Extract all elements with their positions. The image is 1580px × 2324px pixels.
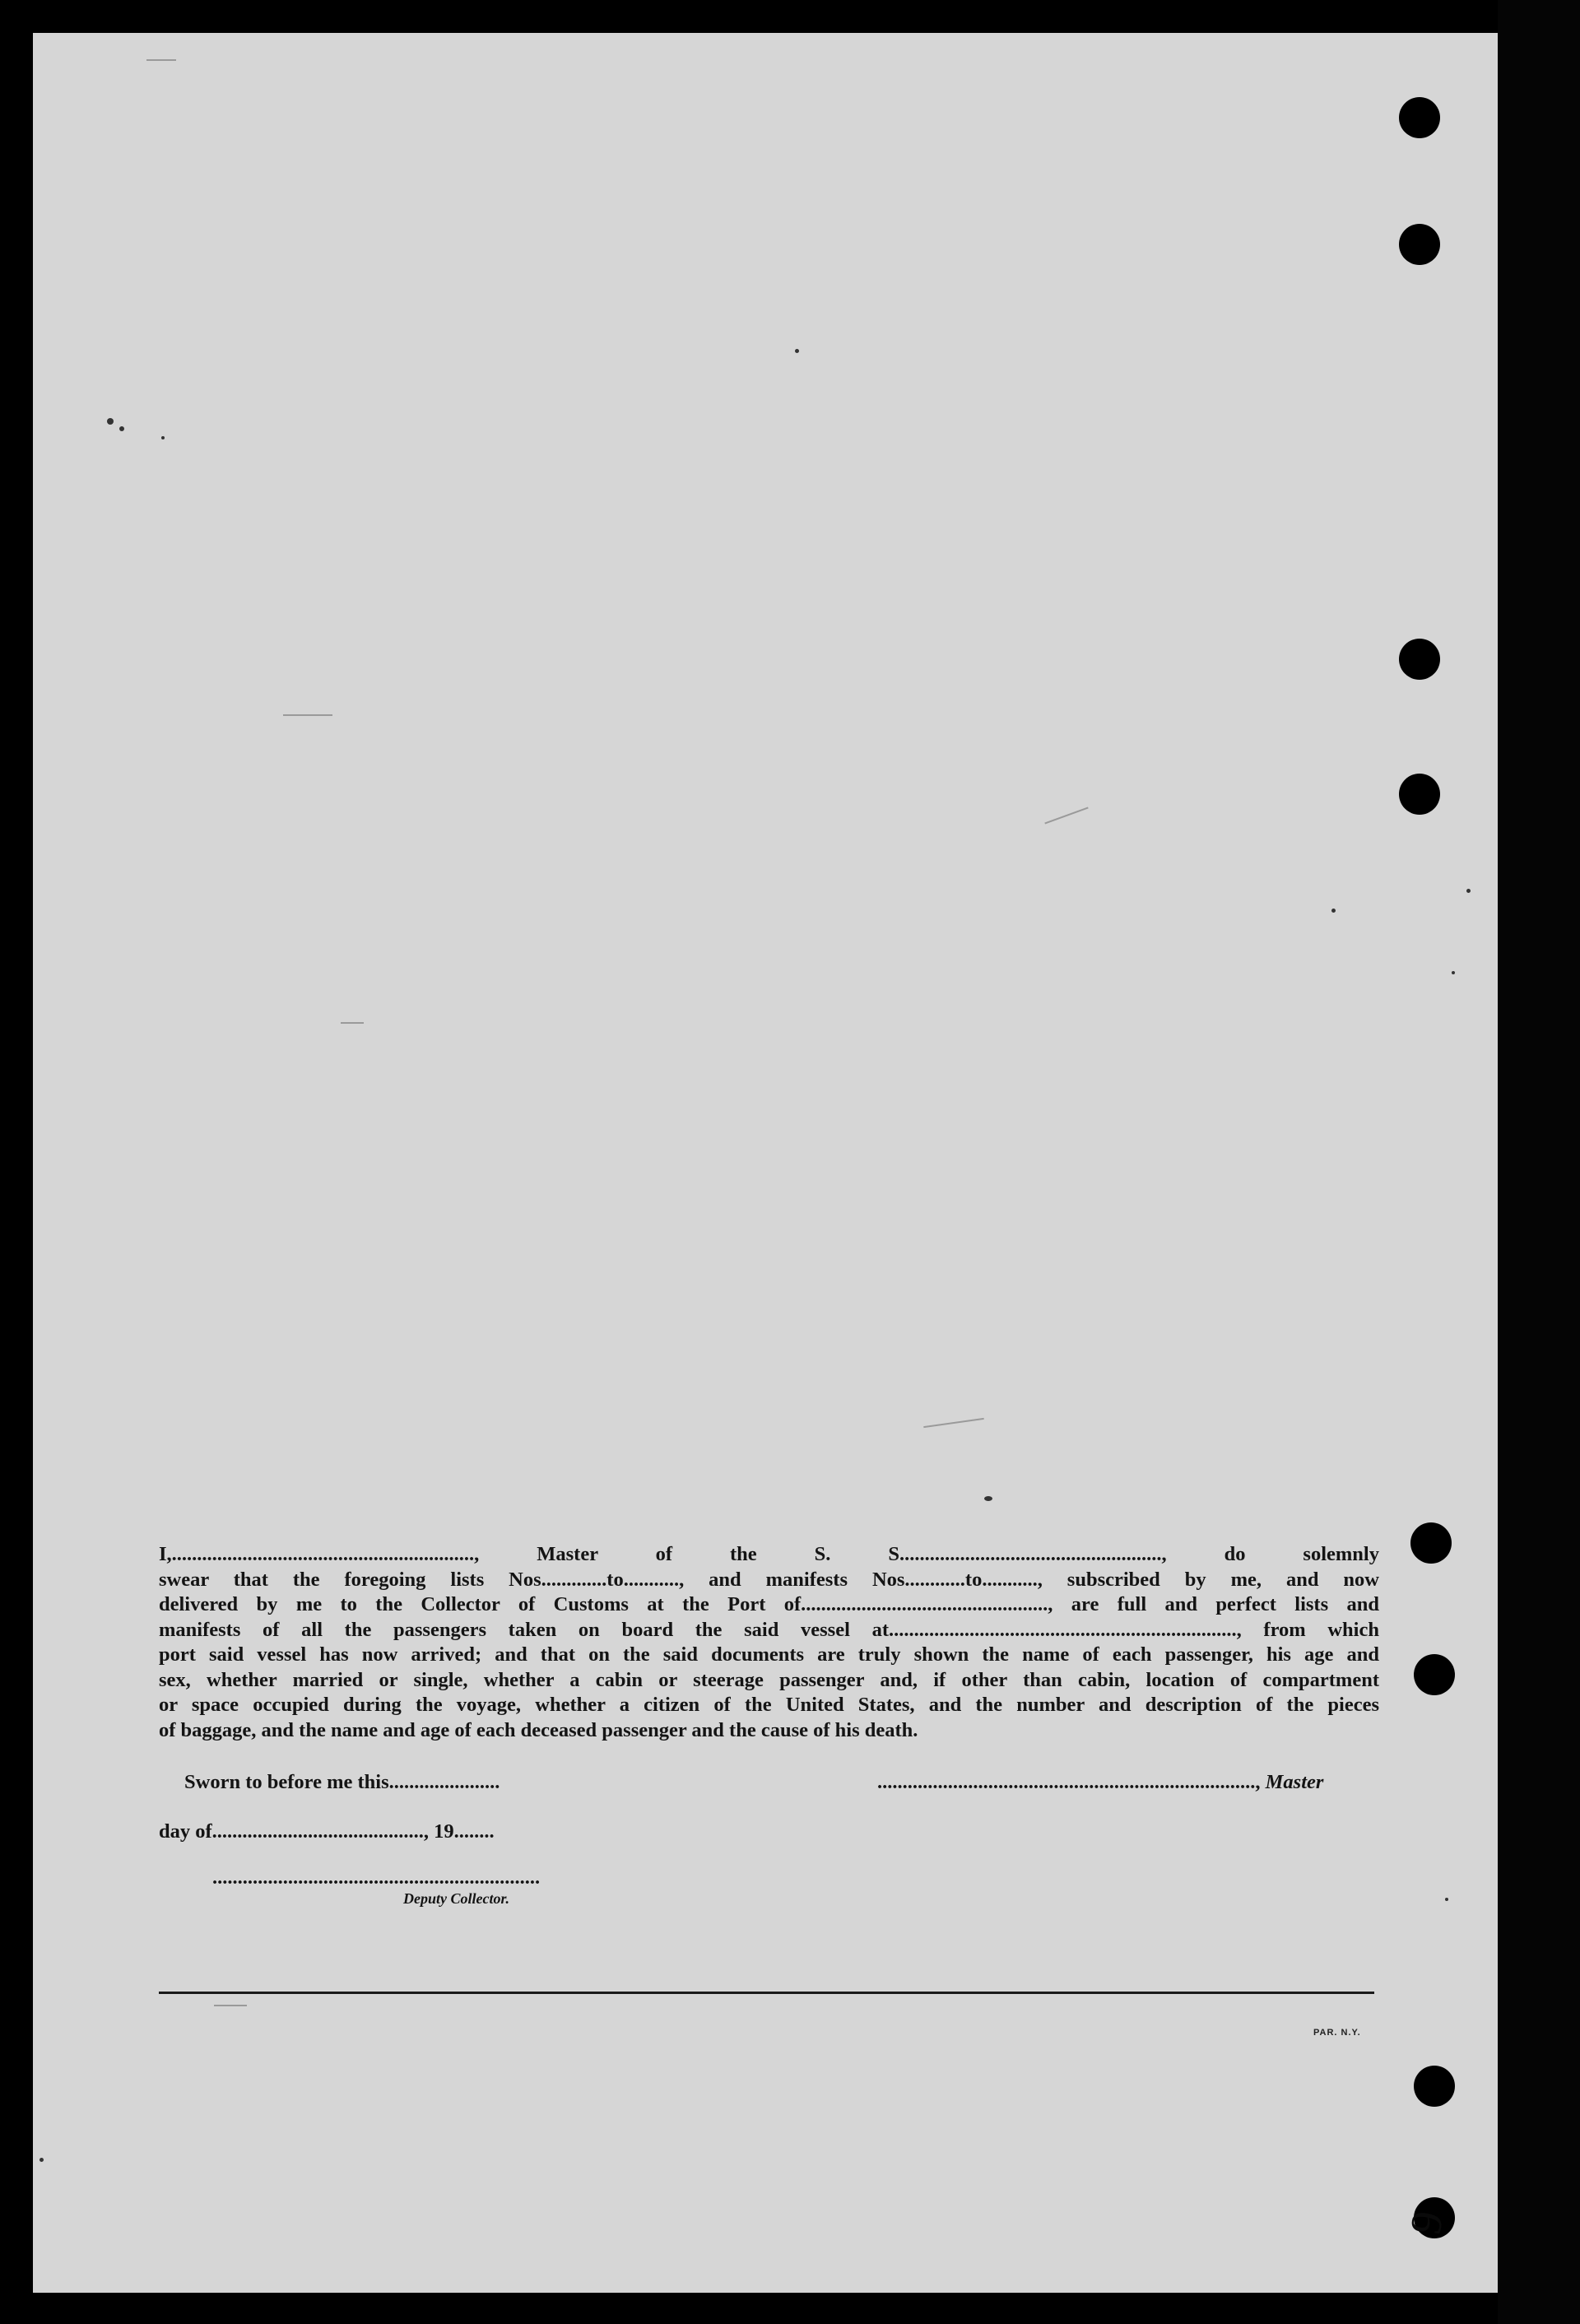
oath-line: of baggage, and the name and age of each deceased passenger and the cause of his death. <box>159 1718 918 1741</box>
scan-speck <box>1445 1898 1448 1901</box>
oath-line: swear that the foregoing lists Nos.............to..........., and manifests Nos............to..........., subscribed by me, and now <box>159 1568 1379 1591</box>
oath-line: sex, whether married or single, whether a cabin or steerage passenger and, if other than cabin, location of compartment <box>159 1668 1379 1691</box>
oath-line: delivered by me to the Collector of Customs at the Port of................................................., are full and perfect lists and <box>159 1593 1379 1615</box>
master-signature-line <box>877 1771 1323 1794</box>
document-page <box>33 33 1498 2293</box>
scan-border <box>1498 0 1580 2324</box>
scan-speck <box>1331 909 1336 913</box>
punch-hole <box>1410 1522 1452 1564</box>
scan-mark <box>341 1022 364 1024</box>
oath-line: manifests of all the passengers taken on board the said vessel at....................................................................., from which <box>159 1618 1379 1641</box>
oath-line: I,............................................................, Master of the S. S...................................................., do solemnly <box>159 1543 1379 1565</box>
scan-mark <box>146 59 176 61</box>
punch-hole <box>1399 639 1440 680</box>
master-label: Master <box>1265 1771 1324 1793</box>
punch-hole <box>1399 774 1440 815</box>
scan-speck <box>40 2158 44 2162</box>
master-signature-dots: ..........................................................................., <box>877 1771 1261 1793</box>
scan-speck <box>795 349 799 353</box>
form-code: PAR. N.Y. <box>1313 2028 1361 2038</box>
punch-hole <box>1414 2066 1455 2107</box>
deputy-collector-label: Deputy Collector. <box>403 1890 509 1907</box>
deputy-signature-dots: ................................................................. <box>212 1866 541 1889</box>
page-number-mark: 9 <box>1400 2207 1453 2238</box>
scan-mark <box>214 2005 247 2006</box>
scan-speck <box>1452 971 1455 974</box>
sworn-text: Sworn to before me this...................... <box>184 1771 500 1793</box>
scan-speck <box>107 418 114 425</box>
punch-hole <box>1399 224 1440 265</box>
punch-hole <box>1414 1654 1455 1695</box>
scan-speck <box>1466 889 1471 893</box>
scan-speck <box>984 1496 992 1501</box>
bottom-rule <box>159 1992 1374 1994</box>
oath-line: port said vessel has now arrived; and that on the said documents are truly shown the name of each passenger, his age and <box>159 1643 1379 1666</box>
scan-speck <box>119 426 124 431</box>
scan-speck <box>161 436 165 439</box>
day-of-line: day of.........................................., 19........ <box>159 1820 495 1843</box>
oath-paragraph <box>159 1542 1379 1743</box>
punch-hole <box>1399 97 1440 138</box>
scan-mark <box>283 714 332 716</box>
oath-line: or space occupied during the voyage, whether a citizen of the United States, and the number and description of the pieces <box>159 1694 1379 1716</box>
